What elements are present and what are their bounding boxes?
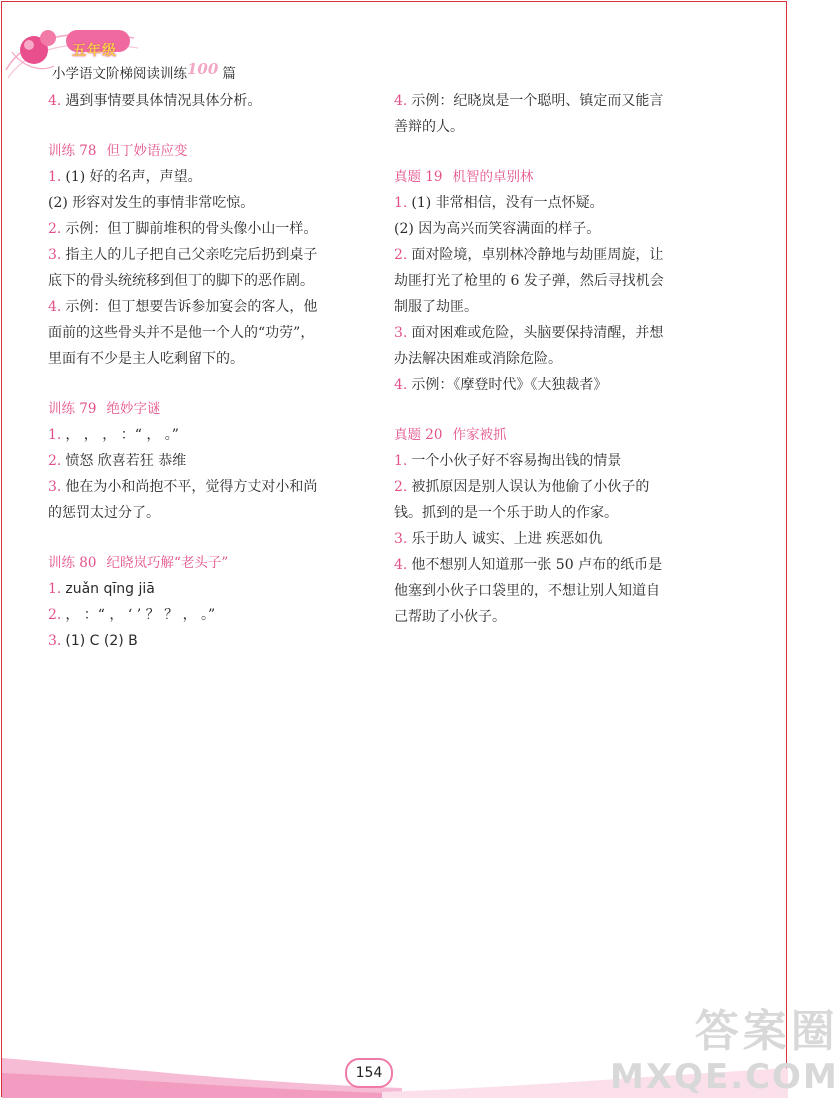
item-number: 3.: [48, 247, 62, 263]
answer-continuation: [394, 114, 714, 140]
section-heading: [48, 396, 388, 422]
section-gap: [48, 526, 388, 550]
grade-badge: 五年级: [72, 43, 117, 59]
left-column: [48, 88, 388, 654]
answer-item: [48, 242, 388, 268]
item-number: 1.: [394, 195, 408, 211]
answer-text: 面对困难或危险，头脑要保持清醒，并想: [411, 325, 664, 341]
answer-item: [48, 628, 388, 654]
answer-item: [48, 576, 388, 602]
answer-text: 遇到事情要具体情况具体分析。: [65, 93, 262, 109]
answer-continuation: [394, 604, 714, 630]
answer-continuation: [394, 346, 714, 372]
answer-item: [48, 602, 388, 628]
item-number: 3.: [394, 325, 408, 341]
answer-text: 面对险境，卓别林冷静地与劫匪周旋，让: [411, 247, 664, 263]
answer-item: [394, 526, 714, 552]
section-title: 绝妙字谜: [106, 401, 161, 417]
answer-continuation: [48, 268, 388, 294]
item-number: 4.: [48, 299, 62, 315]
series-suffix: 篇: [222, 66, 236, 82]
answer-item: [394, 190, 714, 216]
answer-continuation: [394, 268, 714, 294]
answer-text: 办法解决困难或消除危险。: [394, 351, 562, 367]
item-number: 1.: [394, 453, 408, 469]
answer-item: [48, 216, 388, 242]
answer-continuation: [48, 346, 388, 372]
section-gap: [48, 372, 388, 396]
watermark: [610, 1006, 839, 1097]
answer-item: [394, 448, 714, 474]
answer-item: [48, 422, 388, 448]
answer-item: [48, 164, 388, 190]
answer-text: 他不想别人知道那一张 50 卢布的纸币是: [411, 557, 663, 573]
section-title: 但丁妙语应变: [106, 143, 188, 159]
answer-text: ， ， ， ：“ ， 。”: [65, 427, 179, 443]
item-number: 1.: [48, 427, 62, 443]
section-gap: [48, 114, 388, 138]
answer-continuation: [48, 500, 388, 526]
answer-text: 劫匪打光了枪里的 6 发子弹，然后寻找机会: [394, 273, 664, 289]
answer-text: (1) 好的名声，声望。: [65, 169, 202, 185]
section-heading: [48, 138, 388, 164]
series-title: [52, 62, 236, 82]
answer-text: 面前的这些骨头并不是他一个人的“功劳”，: [48, 325, 315, 341]
answer-text: (2) 因为高兴而笑容满面的样子。: [394, 221, 601, 237]
answer-text: 示例：《摩登时代》《大独裁者》: [411, 377, 608, 393]
answer-text: ， ：“ ， ‘ ’ ？ ？ ， 。”: [65, 607, 216, 623]
answer-text: 里面有不少是主人吃剩留下的。: [48, 351, 244, 367]
item-number: 1.: [48, 169, 62, 185]
section-gap: [394, 398, 714, 422]
answer-continuation: [48, 190, 388, 216]
answer-text: 指主人的儿子把自己父亲吃完后扔到桌子: [65, 247, 318, 263]
answer-item: [394, 372, 714, 398]
item-number: 4.: [394, 377, 408, 393]
section-heading: [48, 550, 388, 576]
answer-item: [48, 474, 388, 500]
answer-text: 制服了劫匪。: [394, 299, 478, 315]
section-label: 训练 80: [48, 555, 97, 571]
section-label: 训练 79: [48, 401, 97, 417]
section-title: 机智的卓别林: [452, 169, 534, 185]
item-number: 4.: [394, 557, 408, 573]
section-label: 真题 19: [394, 169, 443, 185]
answer-item: [394, 474, 714, 500]
section-label: 真题 20: [394, 427, 443, 443]
answer-text: 示例：纪晓岚是一个聪明、镇定而又能言: [411, 93, 664, 109]
answer-item: [48, 448, 388, 474]
series-number: 100: [187, 60, 219, 78]
answer-text: 他塞到小伙子口袋里的，不想让别人知道自: [394, 583, 660, 599]
answer-text: (2) 形容对发生的事情非常吃惊。: [48, 195, 255, 211]
answer-text: 钱。抓到的是一个乐于助人的作家。: [394, 505, 618, 521]
section-title: 作家被抓: [452, 427, 507, 443]
answer-continuation: [394, 500, 714, 526]
item-number: 3.: [48, 633, 62, 649]
answer-item: [394, 242, 714, 268]
answer-continuation: [394, 216, 714, 242]
answer-item: [48, 88, 388, 114]
answer-continuation: [48, 320, 388, 346]
answer-text: 一个小伙子好不容易掏出钱的情景: [411, 453, 622, 469]
item-number: 2.: [394, 479, 408, 495]
answer-item: [394, 88, 714, 114]
item-number: 2.: [48, 453, 62, 469]
answer-item: [48, 294, 388, 320]
answer-text: 示例：但丁脚前堆积的骨头像小山一样。: [65, 221, 318, 237]
item-number: 4.: [394, 93, 408, 109]
answer-continuation: [394, 294, 714, 320]
page-number: 154: [345, 1058, 393, 1088]
item-number: 3.: [48, 479, 62, 495]
answer-continuation: [394, 578, 714, 604]
item-number: 1.: [48, 581, 62, 597]
page-header: [4, 8, 304, 88]
section-title: 纪晓岚巧解“老头子”: [106, 555, 229, 571]
section-gap: [394, 140, 714, 164]
answer-text: 愤怒 欣喜若狂 恭维: [65, 453, 187, 469]
answer-text: (1) C (2) B: [65, 633, 138, 649]
item-number: 2.: [48, 221, 62, 237]
answer-text: 示例：但丁想要告诉参加宴会的客人，他: [65, 299, 318, 315]
answer-text: zuǎn qīng jiā: [65, 581, 155, 597]
answer-item: [394, 552, 714, 578]
section-heading: [394, 164, 714, 190]
watermark-line1: 答案圈: [694, 1006, 839, 1057]
answer-text: 被抓原因是别人误认为他偷了小伙子的: [411, 479, 650, 495]
right-column: [394, 88, 714, 630]
item-number: 3.: [394, 531, 408, 547]
answer-item: [394, 320, 714, 346]
section-heading: [394, 422, 714, 448]
answer-text: 乐于助人 诚实、上进 疾恶如仇: [411, 531, 603, 547]
answer-text: 善辩的人。: [394, 119, 464, 135]
section-label: 训练 78: [48, 143, 97, 159]
item-number: 4.: [48, 93, 62, 109]
item-number: 2.: [48, 607, 62, 623]
answer-text: 底下的骨头统统移到但丁的脚下的恶作剧。: [48, 273, 314, 289]
series-title-text: 小学语文阶梯阅读训练: [52, 66, 187, 82]
answer-text: 他在为小和尚抱不平，觉得方丈对小和尚: [65, 479, 318, 495]
item-number: 2.: [394, 247, 408, 263]
answer-text: 己帮助了小伙子。: [394, 609, 506, 625]
watermark-line2: MXQE.COM: [610, 1057, 839, 1097]
answer-text: 的惩罚太过分了。: [48, 505, 160, 521]
answer-text: (1) 非常相信，没有一点怀疑。: [411, 195, 604, 211]
